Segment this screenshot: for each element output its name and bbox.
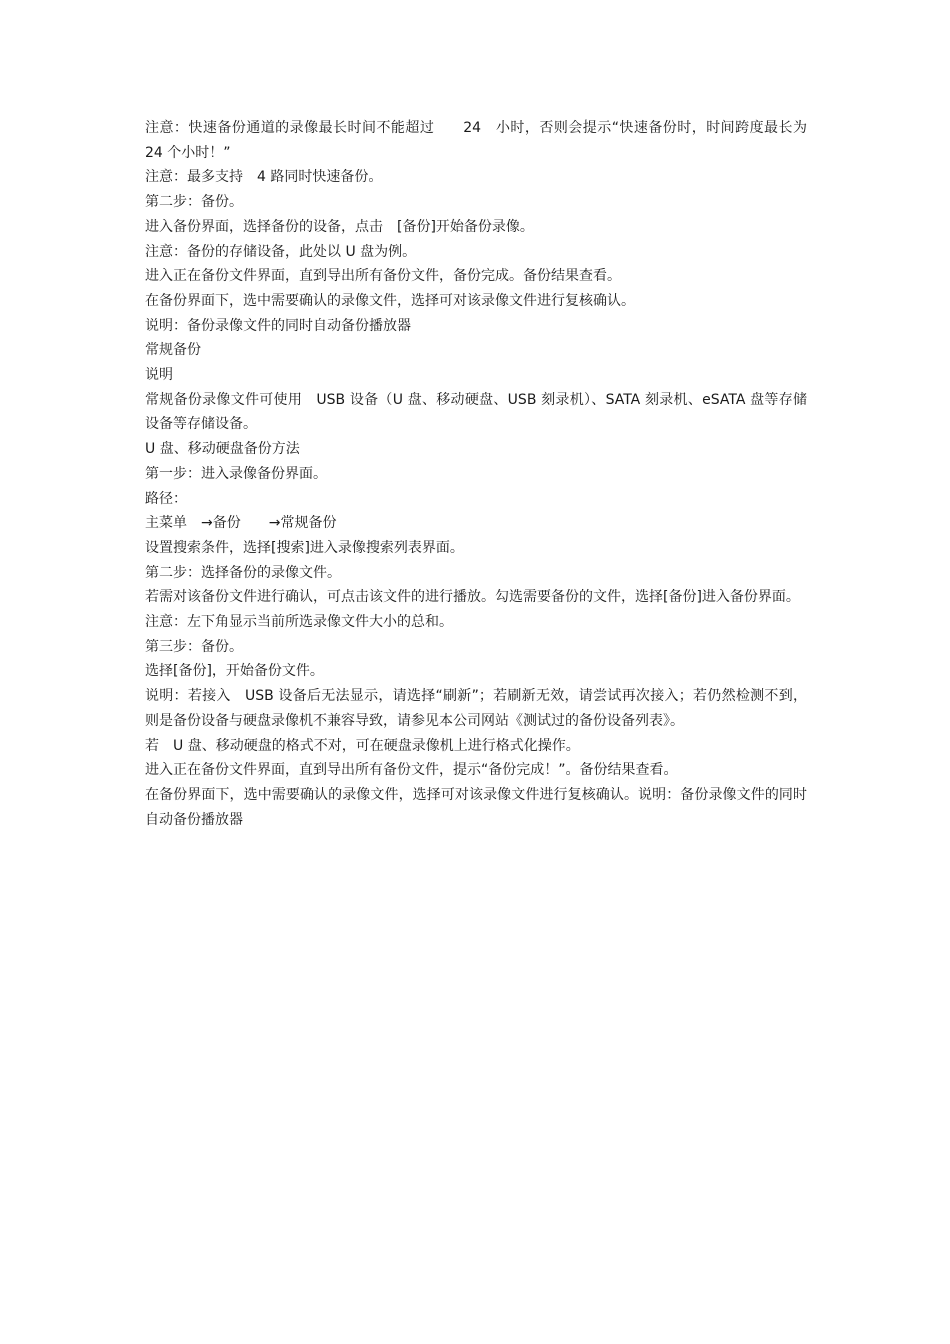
step-one-heading: 第一步：进入录像备份界面。 [145, 465, 327, 482]
subheading-usb-method: U 盘、移动硬盘备份方法 [145, 441, 300, 458]
step-three-heading: 第三步：备份。 [145, 638, 243, 655]
paragraph-search-conditions: 设置搜索条件，选择[搜索]进入录像搜索列表界面。 [145, 539, 464, 556]
paragraph-select-files: 若需对该备份文件进行确认，可点击该文件的进行播放。勾选需要备份的文件，选择[备份]进入备份界面。 [145, 589, 800, 606]
menu-path: 主菜单 →备份 →常规备份 [145, 515, 337, 532]
paragraph-backup-progress: 进入正在备份文件界面，直到导出所有备份文件，备份完成。备份结果查看。 [145, 268, 621, 285]
document-body [145, 116, 821, 832]
paragraph-supported-devices: 常规备份录像文件可使用 USB 设备（U 盘、移动硬盘、USB 刻录机）、SATA 刻录机、eSATA 盘等存储设备等存储设备。 [145, 391, 807, 433]
note-quick-backup-max-duration: 注意：快速备份通道的录像最长时间不能超过 24 小时，否则会提示“快速备份时，时间跨度最长为 24 个小时！” [145, 120, 821, 161]
note-total-size: 注意：左下角显示当前所选录像文件大小的总和。 [145, 614, 453, 631]
note-storage-device: 注意：备份的存储设备，此处以 U 盘为例。 [145, 243, 417, 260]
path-label: 路径： [145, 490, 187, 507]
paragraph-backup-complete: 进入正在备份文件界面，直到导出所有备份文件，提示“备份完成！”。备份结果查看。 [145, 762, 678, 779]
paragraph-verify-files: 在备份界面下，选中需要确认的录像文件，选择可对该录像文件进行复核确认。 [145, 292, 635, 309]
step-two-select-heading: 第二步：选择备份的录像文件。 [145, 564, 341, 581]
paragraph-format-device: 若 U 盘、移动硬盘的格式不对，可在硬盘录像机上进行格式化操作。 [145, 737, 580, 754]
note-max-channels: 注意：最多支持 4 路同时快速备份。 [145, 169, 383, 186]
note-usb-troubleshoot: 说明：若接入 USB 设备后无法显示，请选择“刷新”；若刷新无效，请尝试再次接入；若仍然检测不到，则是备份设备与硬盘录像机不兼容导致，请参见本公司网站《测试过的备份设备列表》。 [145, 688, 807, 729]
paragraph-start-backup: 选择[备份]，开始备份文件。 [145, 663, 324, 680]
step-two-heading: 第二步：备份。 [145, 194, 243, 211]
section-heading-regular-backup: 常规备份 [145, 342, 201, 359]
subheading-description: 说明 [145, 367, 173, 384]
paragraph-verify-and-note: 在备份界面下，选中需要确认的录像文件，选择可对该录像文件进行复核确认。说明：备份录像文件的同时自动备份播放器 [145, 786, 807, 828]
note-auto-backup-player: 说明：备份录像文件的同时自动备份播放器 [145, 317, 411, 334]
paragraph-enter-backup: 进入备份界面，选择备份的设备，点击 [备份]开始备份录像。 [145, 218, 534, 235]
